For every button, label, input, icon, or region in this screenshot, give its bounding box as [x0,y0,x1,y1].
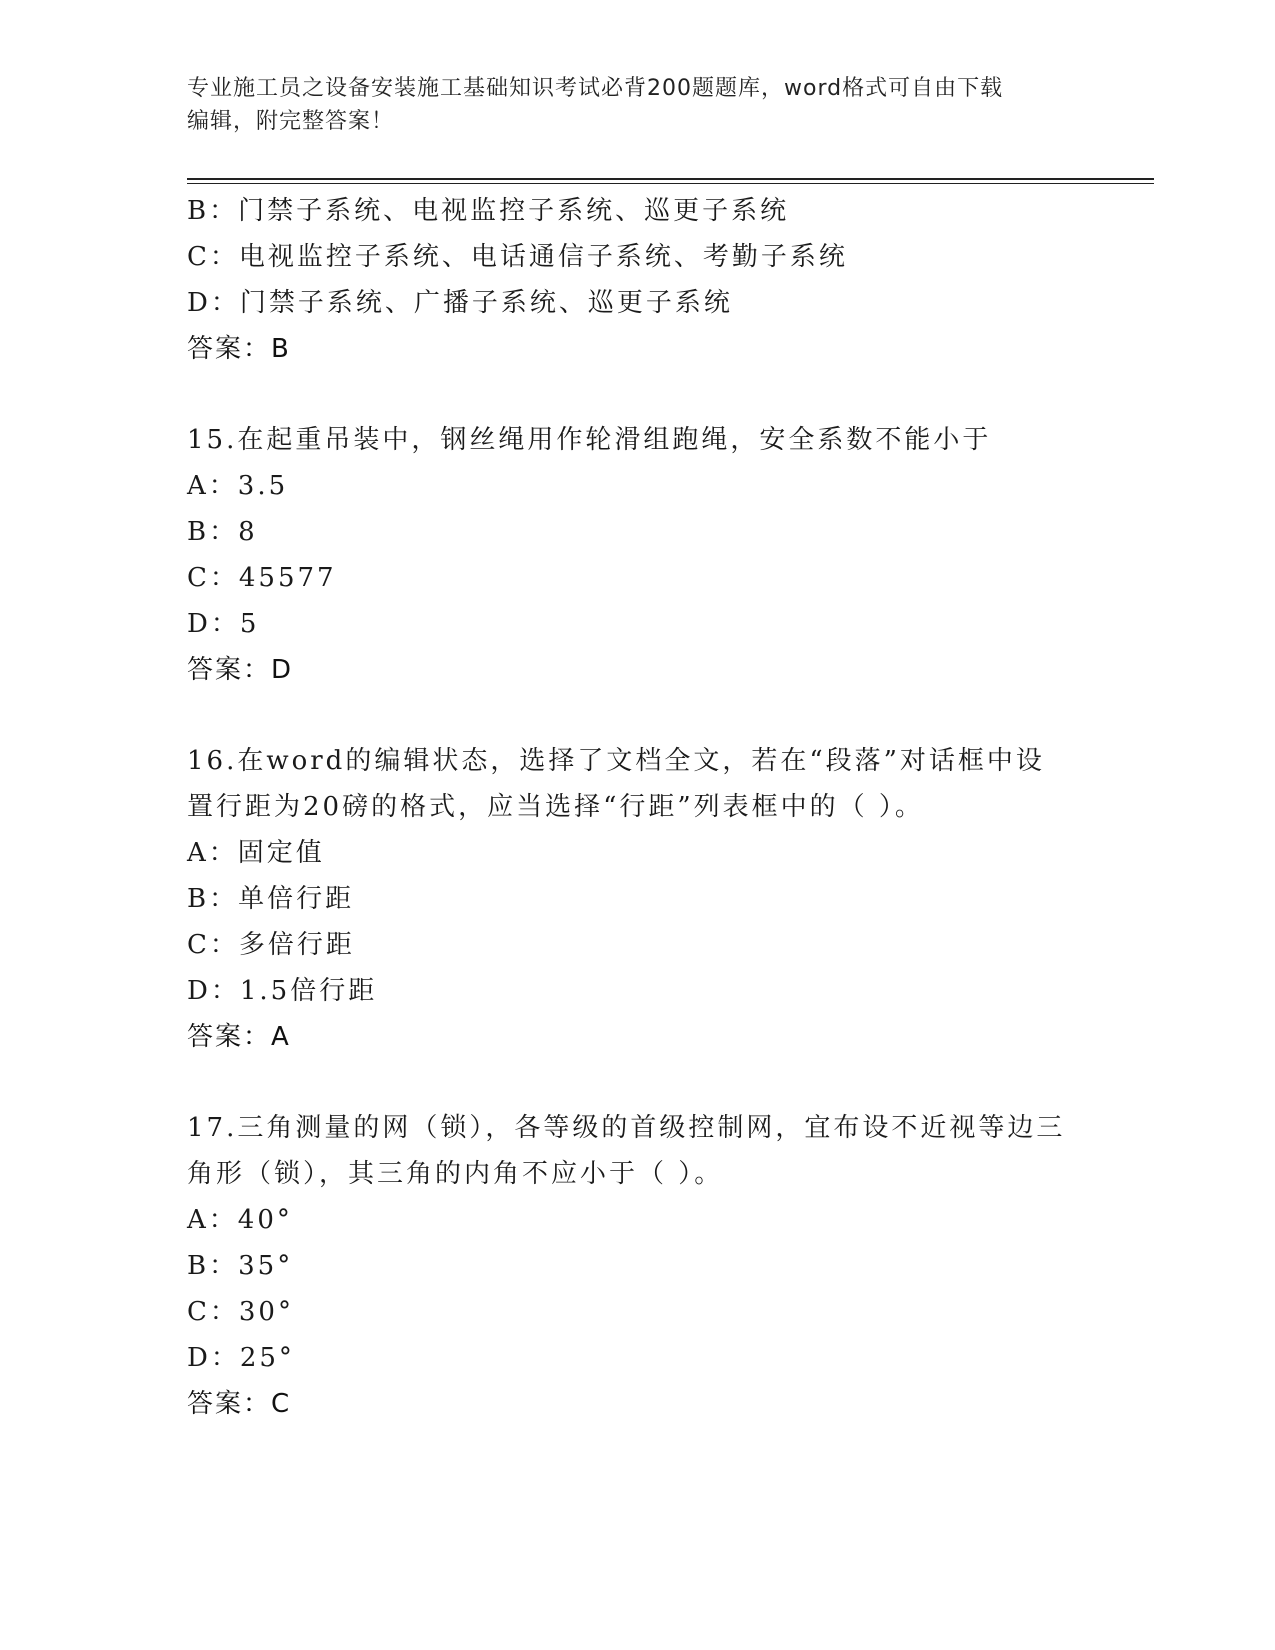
option-b: B：单倍行距 [187,884,355,914]
option-b: B：8 [187,517,258,547]
answer-line: 答案：C [187,1389,292,1419]
option-a: A：40° [187,1205,293,1235]
answer-line: 答案：B [187,334,291,364]
option-d: D：25° [187,1343,295,1373]
question-text-line-1: 17.三角测量的网（锁），各等级的首级控制网，宜布设不近视等边三 [187,1113,1066,1143]
option-a: A：固定值 [187,838,325,868]
option-c: C：45577 [187,563,337,593]
question-14-continued [187,188,1087,372]
header-divider-thick [187,178,1154,180]
option-c: C：30° [187,1297,294,1327]
header-title-line-2: 编辑，附完整答案！ [187,109,395,134]
header-title-line-1: 专业施工员之设备安装施工基础知识考试必背200题题库，word格式可自由下载 [187,76,1004,101]
option-d: D：5 [187,609,260,639]
question-15 [187,417,1087,693]
question-text-line-2: 置行距为20磅的格式，应当选择“行距”列表框中的（ ）。 [187,792,924,822]
option-d: D：门禁子系统、广播子系统、巡更子系统 [187,288,733,318]
option-c: C：多倍行距 [187,930,355,960]
answer-line: 答案：A [187,1022,291,1052]
option-c: C：电视监控子系统、电话通信子系统、考勤子系统 [187,242,848,272]
header-divider-thin [187,183,1154,184]
document-body [187,188,1087,1427]
question-16 [187,738,1087,1060]
spacer [187,1060,1087,1105]
option-d: D：1.5倍行距 [187,976,378,1006]
spacer [187,693,1087,738]
question-17 [187,1105,1087,1427]
question-text-line-2: 角形（锁），其三角的内角不应小于（ ）。 [187,1159,724,1189]
option-a: A：3.5 [187,471,289,501]
question-text: 15.在起重吊装中，钢丝绳用作轮滑组跑绳，安全系数不能小于 [187,425,992,455]
answer-line: 答案：D [187,655,294,685]
option-b: B：35° [187,1251,294,1281]
option-b: B：门禁子系统、电视监控子系统、巡更子系统 [187,196,790,226]
spacer [187,372,1087,417]
question-text-line-1: 16.在word的编辑状态，选择了文档全文，若在“段落”对话框中设 [187,746,1045,776]
document-header [187,72,1067,138]
